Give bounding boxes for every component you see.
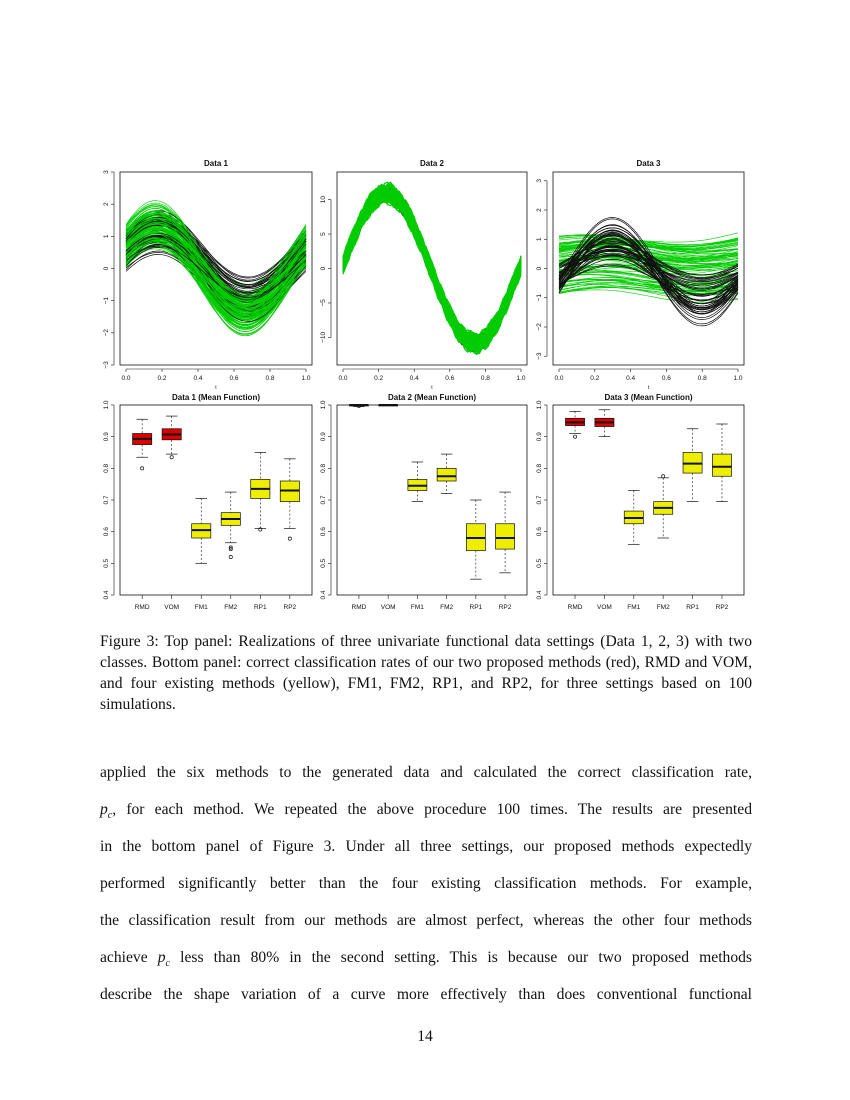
x-tick-label: 0.6 (445, 375, 455, 382)
x-tick-label: 0.6 (229, 375, 239, 382)
category-label: RP2 (715, 604, 729, 611)
category-label: VOM (380, 604, 396, 611)
category-label: RP2 (283, 604, 297, 611)
outlier-point (229, 555, 232, 558)
boxplot-RP2 (496, 492, 515, 573)
panel-title: Data 1 (Mean Function) (171, 393, 261, 402)
outlier-point (170, 456, 173, 459)
body-line: describe the shape variation of a curve more effectively than does conventional functional (100, 986, 752, 1003)
category-label: RP1 (686, 604, 699, 611)
x-tick-label: 0.2 (157, 375, 167, 382)
bottom-panel-2 (320, 393, 527, 611)
x-tick-label: 0.0 (121, 375, 131, 382)
y-tick-label: 1.0 (536, 400, 543, 410)
y-tick-label: 0.7 (320, 495, 327, 505)
x-tick-label: 0.4 (193, 375, 203, 382)
boxplot-RMD (133, 419, 152, 470)
category-label: FM1 (194, 604, 208, 611)
y-tick-label: 5 (320, 232, 327, 236)
y-tick-label: 0.6 (103, 527, 110, 537)
plot-frame (553, 405, 744, 595)
top-panel-2 (320, 159, 527, 391)
y-tick-label: 10 (320, 195, 327, 204)
curves-1 (126, 201, 306, 336)
body-line: $p_c$, for each method. We repeated the above procedure 100 times. The results are presented (100, 801, 752, 822)
category-label: FM2 (440, 604, 454, 611)
y-tick-label: 0.5 (536, 558, 543, 568)
bottom-panel-3 (536, 393, 744, 611)
x-tick-label: 0.0 (554, 375, 564, 382)
outlier-point (573, 435, 576, 438)
x-tick-label: 0.2 (374, 375, 384, 382)
boxplot-VOM (595, 410, 614, 437)
category-label: RP1 (469, 604, 483, 611)
category-label: RMD (351, 604, 367, 611)
body-line: applied the six methods to the generated data and calculated the correct classification rate, (100, 764, 752, 781)
x-tick-label: 0.8 (480, 375, 490, 382)
y-tick-label: 0.5 (320, 558, 327, 568)
body-line: achieve $p_c$ less than 80% in the second setting. This is because our two proposed methods (100, 949, 752, 970)
panel-title: Data 3 (636, 159, 661, 168)
boxplot-VOM (379, 405, 398, 406)
panel-title: Data 3 (Mean Function) (604, 393, 693, 402)
boxplot-RP1 (683, 429, 702, 502)
y-tick-label: −10 (320, 331, 327, 343)
x-tick-label: 1.0 (516, 375, 526, 382)
boxplot-FM1 (408, 462, 427, 502)
y-tick-label: 0.8 (536, 463, 543, 473)
y-tick-label: 0.9 (320, 432, 327, 442)
category-label: RMD (567, 604, 583, 611)
y-tick-label: 0.4 (103, 590, 110, 600)
boxplot-RMD (349, 404, 368, 407)
outlier-point (288, 537, 291, 540)
x-tick-label: 0.4 (409, 375, 419, 382)
box (437, 468, 456, 481)
y-tick-label: 0.8 (103, 463, 110, 473)
y-tick-label: 0 (536, 266, 543, 271)
y-tick-label: 0.4 (320, 590, 327, 600)
top-panel-3 (536, 159, 744, 391)
panel-title: Data 1 (203, 159, 229, 168)
y-tick-label: 0.4 (536, 590, 543, 600)
category-label: RMD (134, 604, 150, 611)
category-label: FM1 (627, 604, 641, 611)
y-tick-label: −1 (536, 294, 543, 302)
y-tick-label: 1.0 (103, 400, 110, 410)
y-tick-label: 0.9 (103, 432, 110, 442)
y-tick-label: 0.8 (320, 463, 327, 473)
y-tick-label: −3 (103, 361, 110, 369)
y-tick-label: 0.7 (103, 495, 110, 505)
page-number: 14 (417, 1028, 433, 1045)
category-label: RP1 (253, 604, 267, 611)
category-label: FM2 (656, 604, 670, 611)
y-tick-label: 1 (103, 234, 110, 239)
category-label: RP2 (498, 604, 512, 611)
x-tick-label: 1.0 (301, 375, 311, 382)
y-tick-label: 3 (536, 178, 543, 183)
math-p: $p_c$ (100, 801, 113, 822)
plot-frame (337, 405, 527, 595)
y-tick-label: 0.6 (536, 527, 543, 537)
panel-title: Data 2 (419, 159, 445, 168)
y-tick-label: 0.9 (536, 432, 543, 442)
x-tick-label: 0.2 (590, 375, 600, 382)
y-tick-label: −1 (103, 296, 110, 305)
boxplot-RMD (565, 411, 584, 438)
top-panel-1 (103, 159, 312, 391)
category-label: FM2 (224, 604, 238, 611)
panel-title: Data 2 (Mean Function) (387, 393, 477, 402)
y-tick-label: 0 (103, 266, 110, 271)
y-tick-label: 0.5 (103, 558, 110, 568)
y-tick-label: 2 (536, 208, 543, 212)
x-tick-label: 0.8 (697, 375, 707, 382)
body-text (100, 762, 752, 1021)
category-label: VOM (164, 604, 180, 611)
y-tick-label: 0.6 (320, 527, 327, 537)
box (712, 454, 731, 476)
math-p: $p_c$ (157, 949, 170, 970)
body-line: performed significantly better than the four existing classification methods. For example, (100, 875, 752, 892)
y-tick-label: 2 (103, 202, 110, 206)
boxplot-FM2 (654, 475, 673, 538)
y-tick-label: −2 (536, 323, 543, 331)
boxplot-RP1 (251, 453, 270, 532)
category-label: FM1 (410, 604, 424, 611)
boxplot-RP2 (280, 459, 299, 540)
y-tick-label: −3 (536, 352, 543, 360)
x-tick-label: 0.8 (265, 375, 275, 382)
boxplot-FM1 (192, 498, 211, 563)
boxplot-FM1 (624, 491, 643, 545)
box (496, 524, 515, 549)
boxplot-FM2 (437, 454, 456, 494)
body-line: the classification result from our methods are almost perfect, whereas the other four methods (100, 912, 752, 929)
figure-caption: Figure 3: Top panel: Realizations of three univariate functional data settings (Data 1, 2, 3) with two classes. Bottom panel: correct classification rates of our two proposed methods (red), RMD and VOM, and four existing methods (yellow), FM1, FM2, RP1, and RP2, for three settings based on 100 simulations. (100, 633, 752, 713)
boxplot-RP1 (466, 500, 485, 579)
curves-3 (559, 217, 738, 326)
body-line: in the bottom panel of Figure 3. Under all three settings, our proposed methods expectedly (100, 838, 752, 855)
x-axis-label: t (431, 385, 433, 391)
y-tick-label: 1.0 (320, 400, 327, 410)
boxplot-RP2 (712, 424, 731, 502)
x-axis-label: t (215, 385, 217, 391)
x-tick-label: 0.4 (626, 375, 636, 382)
outlier-point (141, 467, 144, 470)
category-label: VOM (597, 604, 612, 611)
curves-2 (343, 182, 521, 354)
outlier-point (662, 475, 665, 478)
y-tick-label: 1 (536, 237, 543, 242)
y-tick-label: 0.7 (536, 495, 543, 505)
bottom-panel-1 (103, 393, 312, 611)
x-tick-label: 0.0 (338, 375, 348, 382)
x-tick-label: 1.0 (733, 375, 743, 382)
y-tick-label: 0 (320, 266, 327, 271)
x-axis-label: t (647, 385, 650, 391)
x-tick-label: 0.6 (661, 375, 671, 382)
y-tick-label: −5 (320, 299, 327, 307)
boxplot-FM2 (221, 492, 240, 559)
y-tick-label: −2 (103, 329, 110, 337)
boxplot-VOM (162, 416, 181, 459)
y-tick-label: 3 (103, 170, 110, 174)
